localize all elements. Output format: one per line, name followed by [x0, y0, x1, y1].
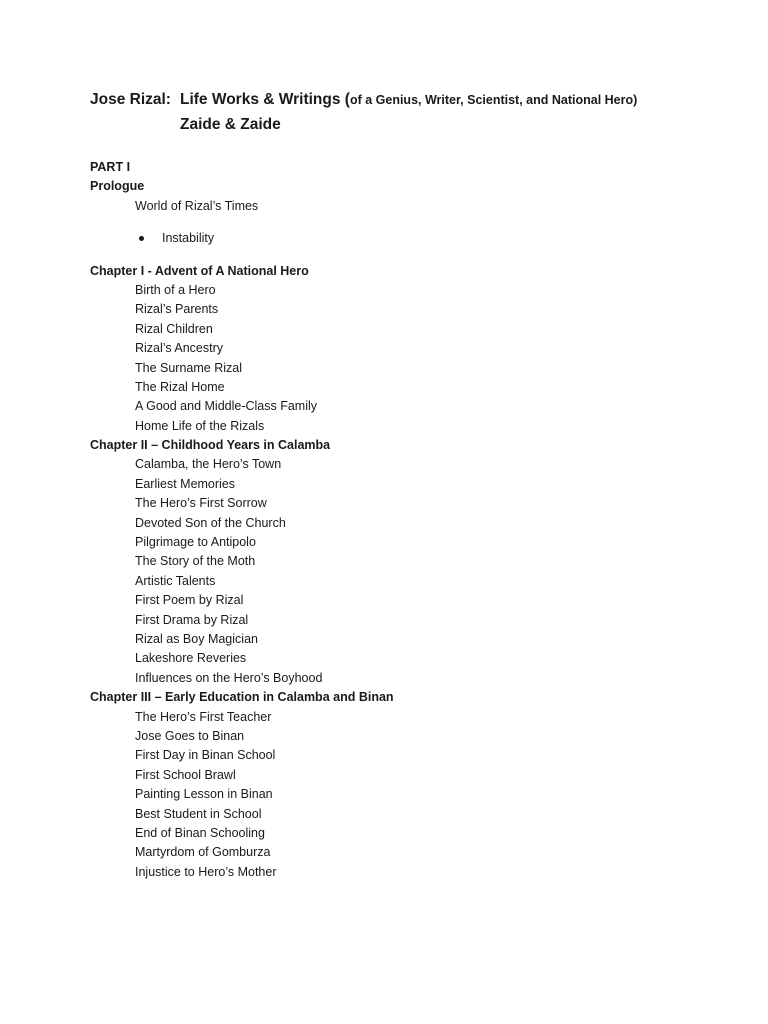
- list-item: Injustice to Hero’s Mother: [135, 864, 277, 879]
- list-item: The Hero’s First Sorrow: [135, 496, 267, 511]
- title-main: [180, 91, 637, 109]
- title-parenthetical: of a Genius, Writer, Scientist, and National Hero): [349, 93, 638, 107]
- list-item: End of Binan Schooling: [135, 825, 265, 840]
- list-item: Painting Lesson in Binan: [135, 787, 273, 802]
- list-item: Best Student in School: [135, 806, 262, 821]
- list-item: Rizal’s Parents: [135, 302, 219, 317]
- list-item: Devoted Son of the Church: [135, 515, 286, 530]
- chapter-heading: Chapter III – Early Education in Calamba and Binan: [90, 690, 394, 705]
- list-item: First School Brawl: [135, 767, 236, 782]
- list-item: The Surname Rizal: [135, 360, 242, 375]
- list-item: Home Life of the Rizals: [135, 418, 265, 433]
- list-item: Earliest Memories: [135, 476, 236, 491]
- list-item: First Poem by Rizal: [135, 593, 244, 608]
- list-item: Calamba, the Hero’s Town: [135, 457, 282, 472]
- list-item: The Hero’s First Teacher: [135, 709, 272, 724]
- list-item: A Good and Middle-Class Family: [135, 399, 318, 414]
- list-item: Artistic Talents: [135, 573, 216, 588]
- list-item: The Story of the Moth: [135, 554, 256, 569]
- list-item: Lakeshore Reveries: [135, 651, 247, 666]
- title-main-text: Life Works & Writings (: [180, 91, 350, 108]
- prologue-item: World of Rizal’s Times: [135, 198, 259, 213]
- list-item: Influences on the Hero’s Boyhood: [135, 670, 323, 685]
- list-item: Birth of a Hero: [135, 282, 216, 297]
- list-item: Jose Goes to Binan: [135, 728, 245, 743]
- bullet-text: Instability: [162, 231, 215, 246]
- list-item: Pilgrimage to Antipolo: [135, 535, 256, 550]
- list-item: Rizal Children: [135, 321, 213, 336]
- list-item: Rizal’s Ancestry: [135, 341, 223, 356]
- list-item: The Rizal Home: [135, 379, 225, 394]
- list-item: Rizal as Boy Magician: [135, 631, 258, 646]
- title-label: Jose Rizal:: [90, 91, 171, 108]
- list-item: Martyrdom of Gomburza: [135, 845, 271, 860]
- chapter-heading: Chapter II – Childhood Years in Calamba: [90, 438, 331, 453]
- authors: Zaide & Zaide: [180, 116, 281, 133]
- list-item: First Day in Binan School: [135, 748, 276, 763]
- prologue-bullet-item: [90, 229, 394, 248]
- prologue-heading: Prologue: [90, 179, 145, 194]
- bullet-icon: [139, 236, 144, 241]
- table-of-contents: [90, 158, 394, 882]
- part-heading: PART I: [90, 160, 131, 174]
- list-item: First Drama by Rizal: [135, 612, 249, 627]
- chapter-heading: Chapter I - Advent of A National Hero: [90, 263, 309, 278]
